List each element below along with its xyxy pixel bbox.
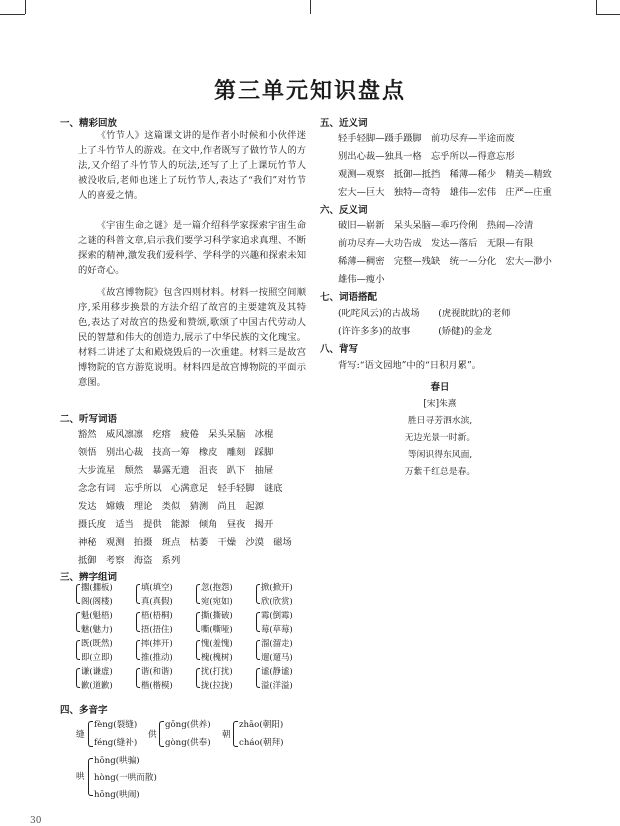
antonym-row: 破旧—崭新 呆头呆脑—乖巧伶俐 热闹—冷清 <box>338 220 534 231</box>
antonym-row: 前功尽弃—大功告成 发达—落后 无限—有限 <box>338 238 534 249</box>
poem-author: [宋]朱熹 <box>423 399 457 409</box>
vocab-row: 发达 嫦娥 理论 类似 猜测 尚且 起源 <box>78 501 264 512</box>
poem-line: 万紫千红总是春。 <box>404 467 476 477</box>
char-word: 谦(谦虚) <box>81 666 113 676</box>
char-word: 溜(溜走) <box>261 638 293 648</box>
char-pair <box>136 636 196 664</box>
polyphone-reading: hōng(哄骗) <box>94 756 140 766</box>
vocab-row: 大步流星 颓然 暴露无遗 沮丧 趴下 抽屉 <box>78 465 274 476</box>
char-word: 撕(撕破) <box>201 610 233 620</box>
polyphone-char: 哄 <box>76 772 85 782</box>
char-word: 溢(洋溢) <box>261 680 293 690</box>
char-pair <box>76 608 136 636</box>
vocab-row: 抵御 考察 海盗 系列 <box>78 555 181 566</box>
char-pair <box>76 636 136 664</box>
char-pair <box>76 580 136 608</box>
char-pair <box>256 608 316 636</box>
synonym-row: 观测—观察 抵御—抵挡 稀薄—稀少 精美—精致 <box>338 169 552 180</box>
char-word: 魅(魅力) <box>81 624 113 634</box>
char-word: 遛(遛马) <box>261 652 293 662</box>
brace <box>233 721 238 747</box>
char-word: 愧(羞愧) <box>201 638 233 648</box>
synonym-row: 别出心裁—独具一格 忘乎所以—得意忘形 <box>338 151 515 162</box>
char-pair-column <box>136 580 196 692</box>
char-pair-column <box>76 580 136 692</box>
section-heading: 五、近义词 <box>320 118 368 129</box>
brace <box>159 721 164 747</box>
page-number: 30 <box>30 816 42 826</box>
char-pair <box>196 664 256 692</box>
char-pair <box>136 608 196 636</box>
char-word: 拢(拉拢) <box>201 680 233 690</box>
char-word: 歉(道歉) <box>81 680 113 690</box>
char-word: 楷(楷模) <box>141 680 173 690</box>
vocab-row: 神秘 观测 拍摄 斑点 枯萎 干燥 沙漠 磁场 <box>78 537 292 548</box>
char-word: 摔(摔开) <box>141 638 173 648</box>
polyphone-reading: zhāo(朝阳) <box>239 720 284 730</box>
char-pair <box>196 636 256 664</box>
polyphone-reading: gòng(供奉) <box>165 738 211 748</box>
vocab-row: 摄氏度 适当 提供 能源 倾角 昼夜 揭开 <box>78 519 274 530</box>
vocab-row: 豁然 威风凛凛 疙瘩 疲倦 呆头呆脑 冰棍 <box>78 429 274 440</box>
polyphone-char: 缝 <box>76 730 85 740</box>
char-word: 推(推动) <box>141 652 173 662</box>
polyphone-reading: fèng(裂缝) <box>94 720 138 730</box>
poem-line: 无边光景一时新。 <box>404 433 476 443</box>
char-pair-column <box>256 580 316 692</box>
char-word: 梧(梧桐) <box>141 610 173 620</box>
vocab-row: 领悟 别出心裁 技高一筹 橡皮 雕刻 踩脚 <box>78 447 274 458</box>
antonym-row: 雄伟—瘦小 <box>338 274 385 285</box>
section-heading: 二、听写词语 <box>60 414 118 425</box>
char-word: 阁(阁楼) <box>81 596 113 606</box>
char-word: 即(立即) <box>81 652 113 662</box>
section-heading: 一、精彩回放 <box>60 118 118 129</box>
synonym-row: 轻手轻脚—蹑手蹑脚 前功尽弃—半途而废 <box>338 133 515 144</box>
char-word: 既(既然) <box>81 638 113 648</box>
char-word: 忽(抱怨) <box>201 582 233 592</box>
char-pair <box>76 664 136 692</box>
polyphone-reading: féng(缝补) <box>94 738 138 748</box>
char-pair <box>136 580 196 608</box>
recite-task: 背写:“语文园地”中的“日积月累”。 <box>338 360 482 371</box>
char-pair <box>136 664 196 692</box>
char-word: 捂(捂住) <box>141 624 173 634</box>
section-heading: 三、辨字组词 <box>60 572 118 583</box>
brace <box>88 758 93 796</box>
poem-line: 胜日寻芳泗水滨, <box>407 416 473 426</box>
polyphone-reading: cháo(朝拜) <box>239 738 284 748</box>
crop-mark <box>0 14 25 15</box>
poem-title: 春日 <box>430 382 450 393</box>
section-heading: 七、词语搭配 <box>320 292 378 303</box>
polyphone-char: 供 <box>148 730 157 740</box>
collocation-row: (叱咤风云)的古战场 (虎视眈眈)的老师 <box>338 308 511 319</box>
char-pair <box>196 608 256 636</box>
section-heading: 八、背写 <box>320 344 359 355</box>
char-word: 扰(打扰) <box>201 666 233 676</box>
char-word: 莓(草莓) <box>261 624 293 634</box>
char-word: 魁(魁梧) <box>81 610 113 620</box>
polyphone-char: 朝 <box>222 730 231 740</box>
crop-mark <box>310 0 311 14</box>
char-word: 谐(和谐) <box>141 666 173 676</box>
paragraph: 《宇宙生命之谜》是一篇介绍科学家探索宇宙生命之谜的科普文章,启示我们要学习科学家追求真理、不断探索的精神,激发我们爱科学、学科学的兴趣和探索未知的好奇心。 <box>78 220 306 276</box>
char-pair <box>256 580 316 608</box>
char-word: 欣(欣赏) <box>261 596 293 606</box>
polyphone-reading: hòng(一哄而散) <box>94 773 157 783</box>
synonym-row: 宏大—巨大 独特—奇特 雄伟—宏伟 庄严—庄重 <box>338 187 552 198</box>
char-pair <box>196 580 256 608</box>
char-pair <box>256 636 316 664</box>
char-pair-column <box>196 580 256 692</box>
crop-mark <box>25 0 26 14</box>
char-word: 槐(槐树) <box>201 652 233 662</box>
char-word: 嘶(嘶哑) <box>201 624 233 634</box>
char-word: 霉(倒霉) <box>261 610 293 620</box>
page-title: 第三单元知识盘点 <box>213 78 406 104</box>
char-word: 宛(宛如) <box>201 596 233 606</box>
polyphone-reading: hōng(哄闹) <box>94 790 140 800</box>
char-word: 填(填空) <box>141 582 173 592</box>
antonym-row: 稀薄—稠密 完整—残缺 统一—分化 宏大—渺小 <box>338 256 552 267</box>
polyphone-reading: gōng(供养) <box>165 720 211 730</box>
char-word: 掀(掀开) <box>261 582 293 592</box>
char-word: 擱(擱板) <box>81 582 113 592</box>
paragraph: 《故宫博物院》包含四则材料。材料一按照空间顺序,采用移步换景的方法介绍了故宫的主要建筑及其特色,表达了对故宫的热爱和赞颂,歌颂了中国古代劳动人民的智慧和伟大的创造力,展示了中华民族的文化瑰宝。材料二讲述了太和殿烧毁后的一次重建。材料三是故宫博物院的官方游览说明。材料四是故宫博物院的平面示意图。 <box>78 287 306 388</box>
section-heading: 四、多音字 <box>60 705 108 716</box>
char-word: 谧(静谧) <box>261 666 293 676</box>
crop-mark <box>596 14 620 15</box>
brace <box>88 721 93 747</box>
poem-line: 等闲识得东风面, <box>407 450 473 460</box>
char-word: 真(真假) <box>141 596 173 606</box>
char-pair <box>256 664 316 692</box>
paragraph: 《竹节人》这篇课文讲的是作者小时候和小伙伴迷上了斗竹节人的游戏。在文中,作者既写了做竹节人的方法,又介绍了斗竹节人的玩法,还写了上了上课玩竹节人被没收后,老师也迷上了玩竹节人,表达了“我们”对竹节人的喜爱之情。 <box>78 130 306 201</box>
vocab-row: 念念有词 忘乎所以 心满意足 轻手轻脚 谜底 <box>78 483 283 494</box>
section-heading: 六、反义词 <box>320 205 368 216</box>
collocation-row: (许许多多)的故事 (矫健)的金龙 <box>338 326 492 337</box>
crop-mark <box>596 0 597 14</box>
